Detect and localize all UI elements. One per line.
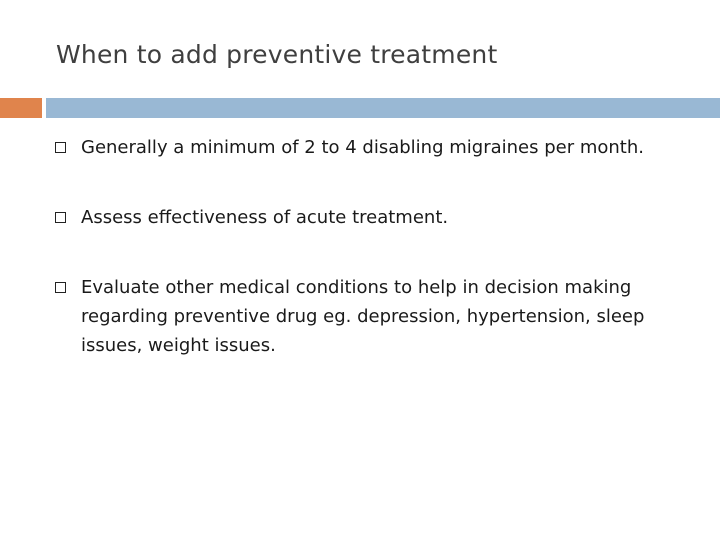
empty-square-icon bbox=[55, 142, 66, 153]
bullet-text: Assess effectiveness of acute treatment. bbox=[81, 207, 449, 228]
bullet-item bbox=[52, 133, 692, 162]
empty-square-icon bbox=[55, 282, 66, 293]
slide-title: When to add preventive treatment bbox=[56, 40, 498, 69]
bullet-text: Evaluate other medical conditions to help in decision making regarding preventive drug eg. depression, hypertension, sleep issues, weight issues. bbox=[81, 277, 645, 356]
empty-square-icon bbox=[55, 212, 66, 223]
bullet-item bbox=[52, 203, 692, 232]
bullet-item bbox=[52, 273, 692, 360]
bullet-text: Generally a minimum of 2 to 4 disabling migraines per month. bbox=[81, 137, 644, 158]
bullet-list bbox=[52, 133, 692, 360]
accent-bar-right bbox=[46, 98, 720, 118]
accent-bar-left bbox=[0, 98, 42, 118]
